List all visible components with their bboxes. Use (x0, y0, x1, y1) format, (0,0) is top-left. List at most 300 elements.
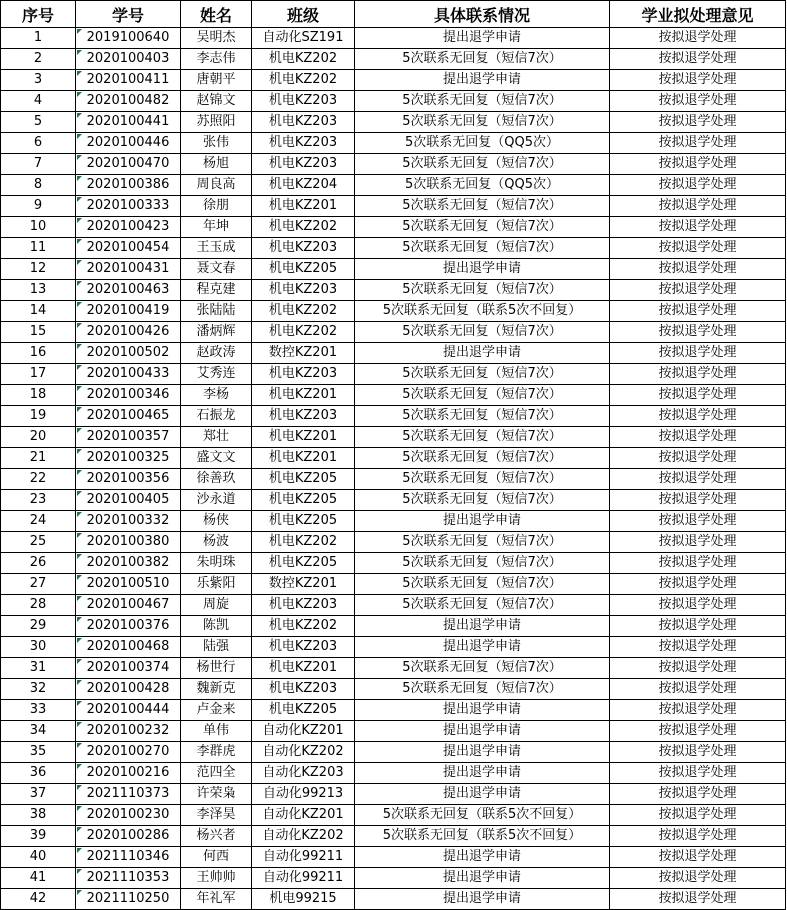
cell-opinion-text: 按拟退学处理 (658, 366, 737, 381)
cell-contact (355, 301, 610, 322)
cell-opinion-text: 按拟退学处理 (658, 786, 737, 801)
cell-seq-text: 18 (29, 387, 47, 402)
header-student-id: 学号 (76, 1, 181, 28)
cell-student-id (76, 427, 181, 448)
cell-opinion (610, 91, 786, 112)
cell-seq (1, 175, 76, 196)
cell-opinion (610, 448, 786, 469)
cell-class-text: 机电KZ202 (268, 618, 338, 633)
cell-student-id-text: 2020100467 (86, 597, 170, 612)
cell-class (252, 700, 355, 721)
cell-name (181, 343, 252, 364)
cell-seq (1, 49, 76, 70)
cell-student-id-text: 2020100468 (86, 639, 170, 654)
cell-student-id (76, 868, 181, 889)
cell-contact-text: 5次联系无回复（短信7次） (402, 240, 562, 255)
cell-class (252, 133, 355, 154)
cell-seq-text: 27 (29, 576, 47, 591)
cell-seq-text: 24 (29, 513, 47, 528)
table-row (1, 343, 786, 364)
cell-student-id (76, 154, 181, 175)
cell-opinion (610, 406, 786, 427)
cell-note-marker-icon (77, 134, 82, 139)
cell-contact (355, 448, 610, 469)
cell-name (181, 322, 252, 343)
cell-seq (1, 427, 76, 448)
cell-seq-text: 12 (29, 261, 47, 276)
cell-seq (1, 238, 76, 259)
cell-seq-text: 36 (29, 765, 47, 780)
cell-name-text: 王玉成 (196, 240, 236, 255)
cell-opinion-text: 按拟退学处理 (658, 555, 737, 570)
cell-student-id (76, 805, 181, 826)
cell-student-id (76, 700, 181, 721)
table-row (1, 637, 786, 658)
cell-student-id (76, 91, 181, 112)
cell-class (252, 469, 355, 490)
cell-seq (1, 553, 76, 574)
cell-student-id (76, 847, 181, 868)
cell-name-text: 杨旭 (202, 156, 229, 171)
cell-student-id-text: 2020100386 (86, 177, 170, 192)
cell-contact (355, 385, 610, 406)
cell-contact (355, 553, 610, 574)
cell-name-text: 卢金来 (196, 702, 236, 717)
cell-student-id (76, 406, 181, 427)
cell-contact (355, 70, 610, 91)
cell-name (181, 70, 252, 91)
table-row (1, 700, 786, 721)
cell-student-id-text: 2020100376 (86, 618, 170, 633)
cell-student-id-text: 2020100230 (86, 807, 170, 822)
cell-class (252, 616, 355, 637)
cell-opinion-text: 按拟退学处理 (658, 597, 737, 612)
cell-name-text: 魏新克 (196, 681, 236, 696)
cell-opinion-text: 按拟退学处理 (658, 492, 737, 507)
cell-student-id-text: 2020100482 (86, 93, 170, 108)
cell-seq-text: 19 (29, 408, 47, 423)
cell-class-text: 机电KZ205 (268, 513, 338, 528)
cell-note-marker-icon (77, 260, 82, 265)
cell-name-text: 张陆陆 (196, 303, 236, 318)
cell-student-id-text: 2020100470 (86, 156, 170, 171)
cell-class (252, 847, 355, 868)
cell-opinion-text: 按拟退学处理 (658, 744, 737, 759)
cell-name (181, 574, 252, 595)
cell-student-id (76, 532, 181, 553)
cell-note-marker-icon (77, 323, 82, 328)
cell-contact-text: 提出退学申请 (442, 513, 521, 528)
cell-name-text: 徐朋 (202, 198, 229, 213)
cell-name-text: 沙永道 (196, 492, 236, 507)
cell-note-marker-icon (77, 596, 82, 601)
cell-seq-text: 16 (29, 345, 47, 360)
cell-seq-text: 11 (29, 240, 47, 255)
cell-seq-text: 37 (29, 786, 47, 801)
cell-opinion-text: 按拟退学处理 (658, 576, 737, 591)
cell-opinion (610, 364, 786, 385)
cell-contact-text: 5次联系无回复（短信7次） (402, 555, 562, 570)
cell-student-id-text: 2020100405 (86, 492, 170, 507)
table-row (1, 364, 786, 385)
cell-seq-text: 9 (33, 198, 43, 213)
cell-contact (355, 679, 610, 700)
cell-student-id-text: 2020100286 (86, 828, 170, 843)
cell-opinion (610, 385, 786, 406)
cell-contact-text: 5次联系无回复（联系5次不回复） (382, 303, 582, 318)
cell-class (252, 91, 355, 112)
cell-contact-text: 5次联系无回复（短信7次） (402, 492, 562, 507)
cell-contact-text: 5次联系无回复（短信7次） (402, 219, 562, 234)
cell-name-text: 陆强 (202, 639, 229, 654)
cell-note-marker-icon (77, 113, 82, 118)
cell-seq-text: 25 (29, 534, 47, 549)
cell-seq (1, 532, 76, 553)
cell-note-marker-icon (77, 386, 82, 391)
cell-class (252, 385, 355, 406)
cell-seq (1, 259, 76, 280)
cell-class-text: 机电KZ202 (268, 324, 338, 339)
cell-opinion (610, 742, 786, 763)
cell-name (181, 826, 252, 847)
cell-opinion (610, 658, 786, 679)
cell-contact-text: 提出退学申请 (442, 345, 521, 360)
table-row (1, 259, 786, 280)
table-row (1, 658, 786, 679)
cell-seq-text: 35 (29, 744, 47, 759)
cell-opinion-text: 按拟退学处理 (658, 219, 737, 234)
cell-name-text: 石振龙 (196, 408, 236, 423)
cell-student-id-text: 2020100216 (86, 765, 170, 780)
cell-contact (355, 616, 610, 637)
cell-note-marker-icon (77, 29, 82, 34)
cell-contact-text: 提出退学申请 (442, 849, 521, 864)
cell-opinion (610, 784, 786, 805)
cell-contact (355, 721, 610, 742)
cell-name (181, 721, 252, 742)
cell-seq (1, 847, 76, 868)
cell-seq (1, 826, 76, 847)
cell-opinion-text: 按拟退学处理 (658, 114, 737, 129)
cell-student-id-text: 2021110353 (86, 870, 170, 885)
cell-opinion-text: 按拟退学处理 (658, 30, 737, 45)
cell-note-marker-icon (77, 764, 82, 769)
cell-class (252, 343, 355, 364)
cell-class (252, 448, 355, 469)
cell-student-id-text: 2021110373 (86, 786, 170, 801)
cell-opinion-text: 按拟退学处理 (658, 681, 737, 696)
cell-contact-text: 提出退学申请 (442, 891, 521, 906)
header-class: 班级 (252, 1, 355, 28)
cell-note-marker-icon (77, 785, 82, 790)
cell-student-id (76, 763, 181, 784)
cell-seq-text: 30 (29, 639, 47, 654)
cell-class-text: 机电99215 (269, 891, 337, 906)
table-row (1, 742, 786, 763)
cell-seq (1, 616, 76, 637)
cell-contact (355, 343, 610, 364)
cell-student-id-text: 2020100382 (86, 555, 170, 570)
header-row (1, 1, 786, 28)
cell-seq (1, 805, 76, 826)
cell-contact-text: 提出退学申请 (442, 261, 521, 276)
cell-seq-text: 34 (29, 723, 47, 738)
cell-seq (1, 679, 76, 700)
cell-student-id (76, 784, 181, 805)
cell-student-id (76, 28, 181, 49)
cell-student-id (76, 280, 181, 301)
cell-note-marker-icon (77, 92, 82, 97)
cell-name (181, 448, 252, 469)
cell-name-text: 郑壮 (202, 429, 229, 444)
cell-contact (355, 826, 610, 847)
cell-class (252, 721, 355, 742)
cell-name-text: 周旋 (202, 597, 229, 612)
cell-contact-text: 5次联系无回复（联系5次不回复） (382, 807, 582, 822)
cell-student-id (76, 742, 181, 763)
cell-class-text: 机电KZ202 (268, 219, 338, 234)
cell-opinion-text: 按拟退学处理 (658, 702, 737, 717)
cell-seq-text: 13 (29, 282, 47, 297)
table-row (1, 28, 786, 49)
cell-seq-text: 26 (29, 555, 47, 570)
cell-name-text: 单伟 (202, 723, 229, 738)
cell-contact-text: 5次联系无回复（短信7次） (402, 114, 562, 129)
cell-name (181, 91, 252, 112)
table-row (1, 511, 786, 532)
cell-name-text: 苏照阳 (196, 114, 236, 129)
cell-name (181, 112, 252, 133)
cell-student-id (76, 448, 181, 469)
cell-student-id-text: 2020100356 (86, 471, 170, 486)
cell-contact (355, 847, 610, 868)
cell-class (252, 574, 355, 595)
cell-opinion (610, 427, 786, 448)
cell-contact-text: 5次联系无回复（短信7次） (402, 681, 562, 696)
cell-student-id (76, 553, 181, 574)
cell-seq (1, 91, 76, 112)
cell-class-text: 机电KZ203 (268, 156, 338, 171)
cell-student-id (76, 343, 181, 364)
cell-contact (355, 658, 610, 679)
cell-name-text: 杨世行 (196, 660, 236, 675)
cell-student-id (76, 679, 181, 700)
cell-class-text: 自动化KZ201 (262, 723, 344, 738)
cell-class-text: 自动化KZ201 (262, 807, 344, 822)
cell-opinion (610, 70, 786, 91)
cell-class-text: 自动化99213 (262, 786, 344, 801)
cell-student-id (76, 889, 181, 910)
cell-seq-text: 40 (29, 849, 47, 864)
cell-student-id (76, 175, 181, 196)
cell-contact (355, 217, 610, 238)
cell-class-text: 机电KZ205 (268, 702, 338, 717)
table-row (1, 469, 786, 490)
cell-student-id-text: 2020100446 (86, 135, 170, 150)
cell-contact-text: 5次联系无回复（短信7次） (402, 408, 562, 423)
cell-name (181, 763, 252, 784)
cell-opinion-text: 按拟退学处理 (658, 282, 737, 297)
cell-class-text: 机电KZ201 (268, 450, 338, 465)
cell-seq (1, 343, 76, 364)
cell-name (181, 133, 252, 154)
cell-contact-text: 5次联系无回复（短信7次） (402, 429, 562, 444)
cell-seq (1, 448, 76, 469)
cell-seq (1, 364, 76, 385)
cell-contact-text: 5次联系无回复（短信7次） (402, 198, 562, 213)
cell-contact (355, 259, 610, 280)
cell-seq-text: 1 (33, 30, 43, 45)
cell-student-id (76, 322, 181, 343)
cell-seq (1, 742, 76, 763)
cell-class (252, 784, 355, 805)
cell-seq (1, 658, 76, 679)
cell-opinion-text: 按拟退学处理 (658, 156, 737, 171)
cell-student-id-text: 2020100325 (86, 450, 170, 465)
table-row (1, 784, 786, 805)
cell-name-text: 潘炳辉 (196, 324, 236, 339)
cell-name-text: 范四全 (196, 765, 236, 780)
cell-class-text: 机电KZ204 (268, 177, 338, 192)
table-row (1, 679, 786, 700)
cell-note-marker-icon (77, 155, 82, 160)
cell-opinion-text: 按拟退学处理 (658, 408, 737, 423)
cell-contact-text: 5次联系无回复（QQ5次） (404, 135, 559, 150)
cell-contact (355, 91, 610, 112)
cell-name (181, 700, 252, 721)
cell-contact (355, 763, 610, 784)
cell-name-text: 乐紫阳 (196, 576, 236, 591)
cell-name (181, 385, 252, 406)
cell-name (181, 28, 252, 49)
cell-class (252, 889, 355, 910)
cell-class (252, 826, 355, 847)
cell-opinion (610, 763, 786, 784)
cell-opinion-text: 按拟退学处理 (658, 513, 737, 528)
cell-name (181, 679, 252, 700)
header-contact: 具体联系情况 (355, 1, 610, 28)
table-row (1, 763, 786, 784)
cell-contact-text: 提出退学申请 (442, 723, 521, 738)
cell-seq-text: 33 (29, 702, 47, 717)
cell-student-id-text: 2020100232 (86, 723, 170, 738)
cell-name-text: 程克建 (196, 282, 236, 297)
cell-opinion-text: 按拟退学处理 (658, 660, 737, 675)
table-row (1, 427, 786, 448)
header-name: 姓名 (181, 1, 252, 28)
cell-name-text: 李志伟 (196, 51, 236, 66)
cell-student-id (76, 826, 181, 847)
cell-note-marker-icon (77, 806, 82, 811)
cell-class (252, 763, 355, 784)
cell-class (252, 658, 355, 679)
cell-student-id (76, 238, 181, 259)
cell-note-marker-icon (77, 470, 82, 475)
cell-opinion-text: 按拟退学处理 (658, 429, 737, 444)
cell-seq-text: 14 (29, 303, 47, 318)
cell-contact-text: 5次联系无回复（短信7次） (402, 324, 562, 339)
cell-opinion (610, 721, 786, 742)
cell-note-marker-icon (77, 71, 82, 76)
table-row (1, 805, 786, 826)
cell-student-id-text: 2020100428 (86, 681, 170, 696)
cell-note-marker-icon (77, 50, 82, 55)
cell-class (252, 406, 355, 427)
cell-student-id-text: 2020100403 (86, 51, 170, 66)
cell-name-text: 杨侠 (202, 513, 229, 528)
cell-student-id-text: 2020100441 (86, 114, 170, 129)
cell-contact-text: 5次联系无回复（短信7次） (402, 597, 562, 612)
cell-name-text: 张伟 (202, 135, 229, 150)
cell-note-marker-icon (77, 743, 82, 748)
cell-class (252, 259, 355, 280)
cell-class-text: 机电KZ202 (268, 51, 338, 66)
cell-name-text: 年坤 (202, 219, 229, 234)
cell-student-id-text: 2020100411 (86, 72, 170, 87)
table-row (1, 889, 786, 910)
cell-seq (1, 595, 76, 616)
cell-opinion (610, 700, 786, 721)
cell-class (252, 364, 355, 385)
cell-class (252, 511, 355, 532)
cell-note-marker-icon (77, 890, 82, 895)
cell-student-id-text: 2020100419 (86, 303, 170, 318)
cell-name (181, 49, 252, 70)
cell-contact-text: 提出退学申请 (442, 870, 521, 885)
cell-class-text: 自动化99211 (262, 849, 344, 864)
cell-class (252, 49, 355, 70)
cell-seq-text: 8 (33, 177, 43, 192)
cell-contact-text: 5次联系无回复（短信7次） (402, 660, 562, 675)
cell-contact-text: 提出退学申请 (442, 744, 521, 759)
cell-contact (355, 889, 610, 910)
cell-class-text: 自动化KZ202 (262, 828, 344, 843)
cell-student-id-text: 2020100357 (86, 429, 170, 444)
cell-contact (355, 175, 610, 196)
cell-class-text: 机电KZ205 (268, 555, 338, 570)
table-row (1, 175, 786, 196)
cell-student-id-text: 2020100374 (86, 660, 170, 675)
cell-student-id (76, 595, 181, 616)
cell-seq-text: 42 (29, 891, 47, 906)
cell-seq-text: 23 (29, 492, 47, 507)
cell-student-id (76, 616, 181, 637)
cell-note-marker-icon (77, 407, 82, 412)
cell-seq (1, 322, 76, 343)
table-row (1, 553, 786, 574)
table-row (1, 196, 786, 217)
table-row (1, 280, 786, 301)
cell-seq (1, 154, 76, 175)
cell-student-id-text: 2020100332 (86, 513, 170, 528)
cell-student-id-text: 2020100454 (86, 240, 170, 255)
cell-student-id-text: 2020100426 (86, 324, 170, 339)
cell-seq-text: 22 (29, 471, 47, 486)
cell-note-marker-icon (77, 197, 82, 202)
cell-name-text: 徐善玖 (196, 471, 236, 486)
cell-note-marker-icon (77, 491, 82, 496)
cell-contact (355, 784, 610, 805)
cell-class-text: 数控KZ201 (268, 576, 338, 591)
cell-class-text: 机电KZ202 (268, 72, 338, 87)
cell-name (181, 490, 252, 511)
cell-name (181, 301, 252, 322)
table-row (1, 847, 786, 868)
table-row (1, 490, 786, 511)
table-row (1, 154, 786, 175)
cell-name-text: 杨兴者 (196, 828, 236, 843)
cell-opinion (610, 826, 786, 847)
